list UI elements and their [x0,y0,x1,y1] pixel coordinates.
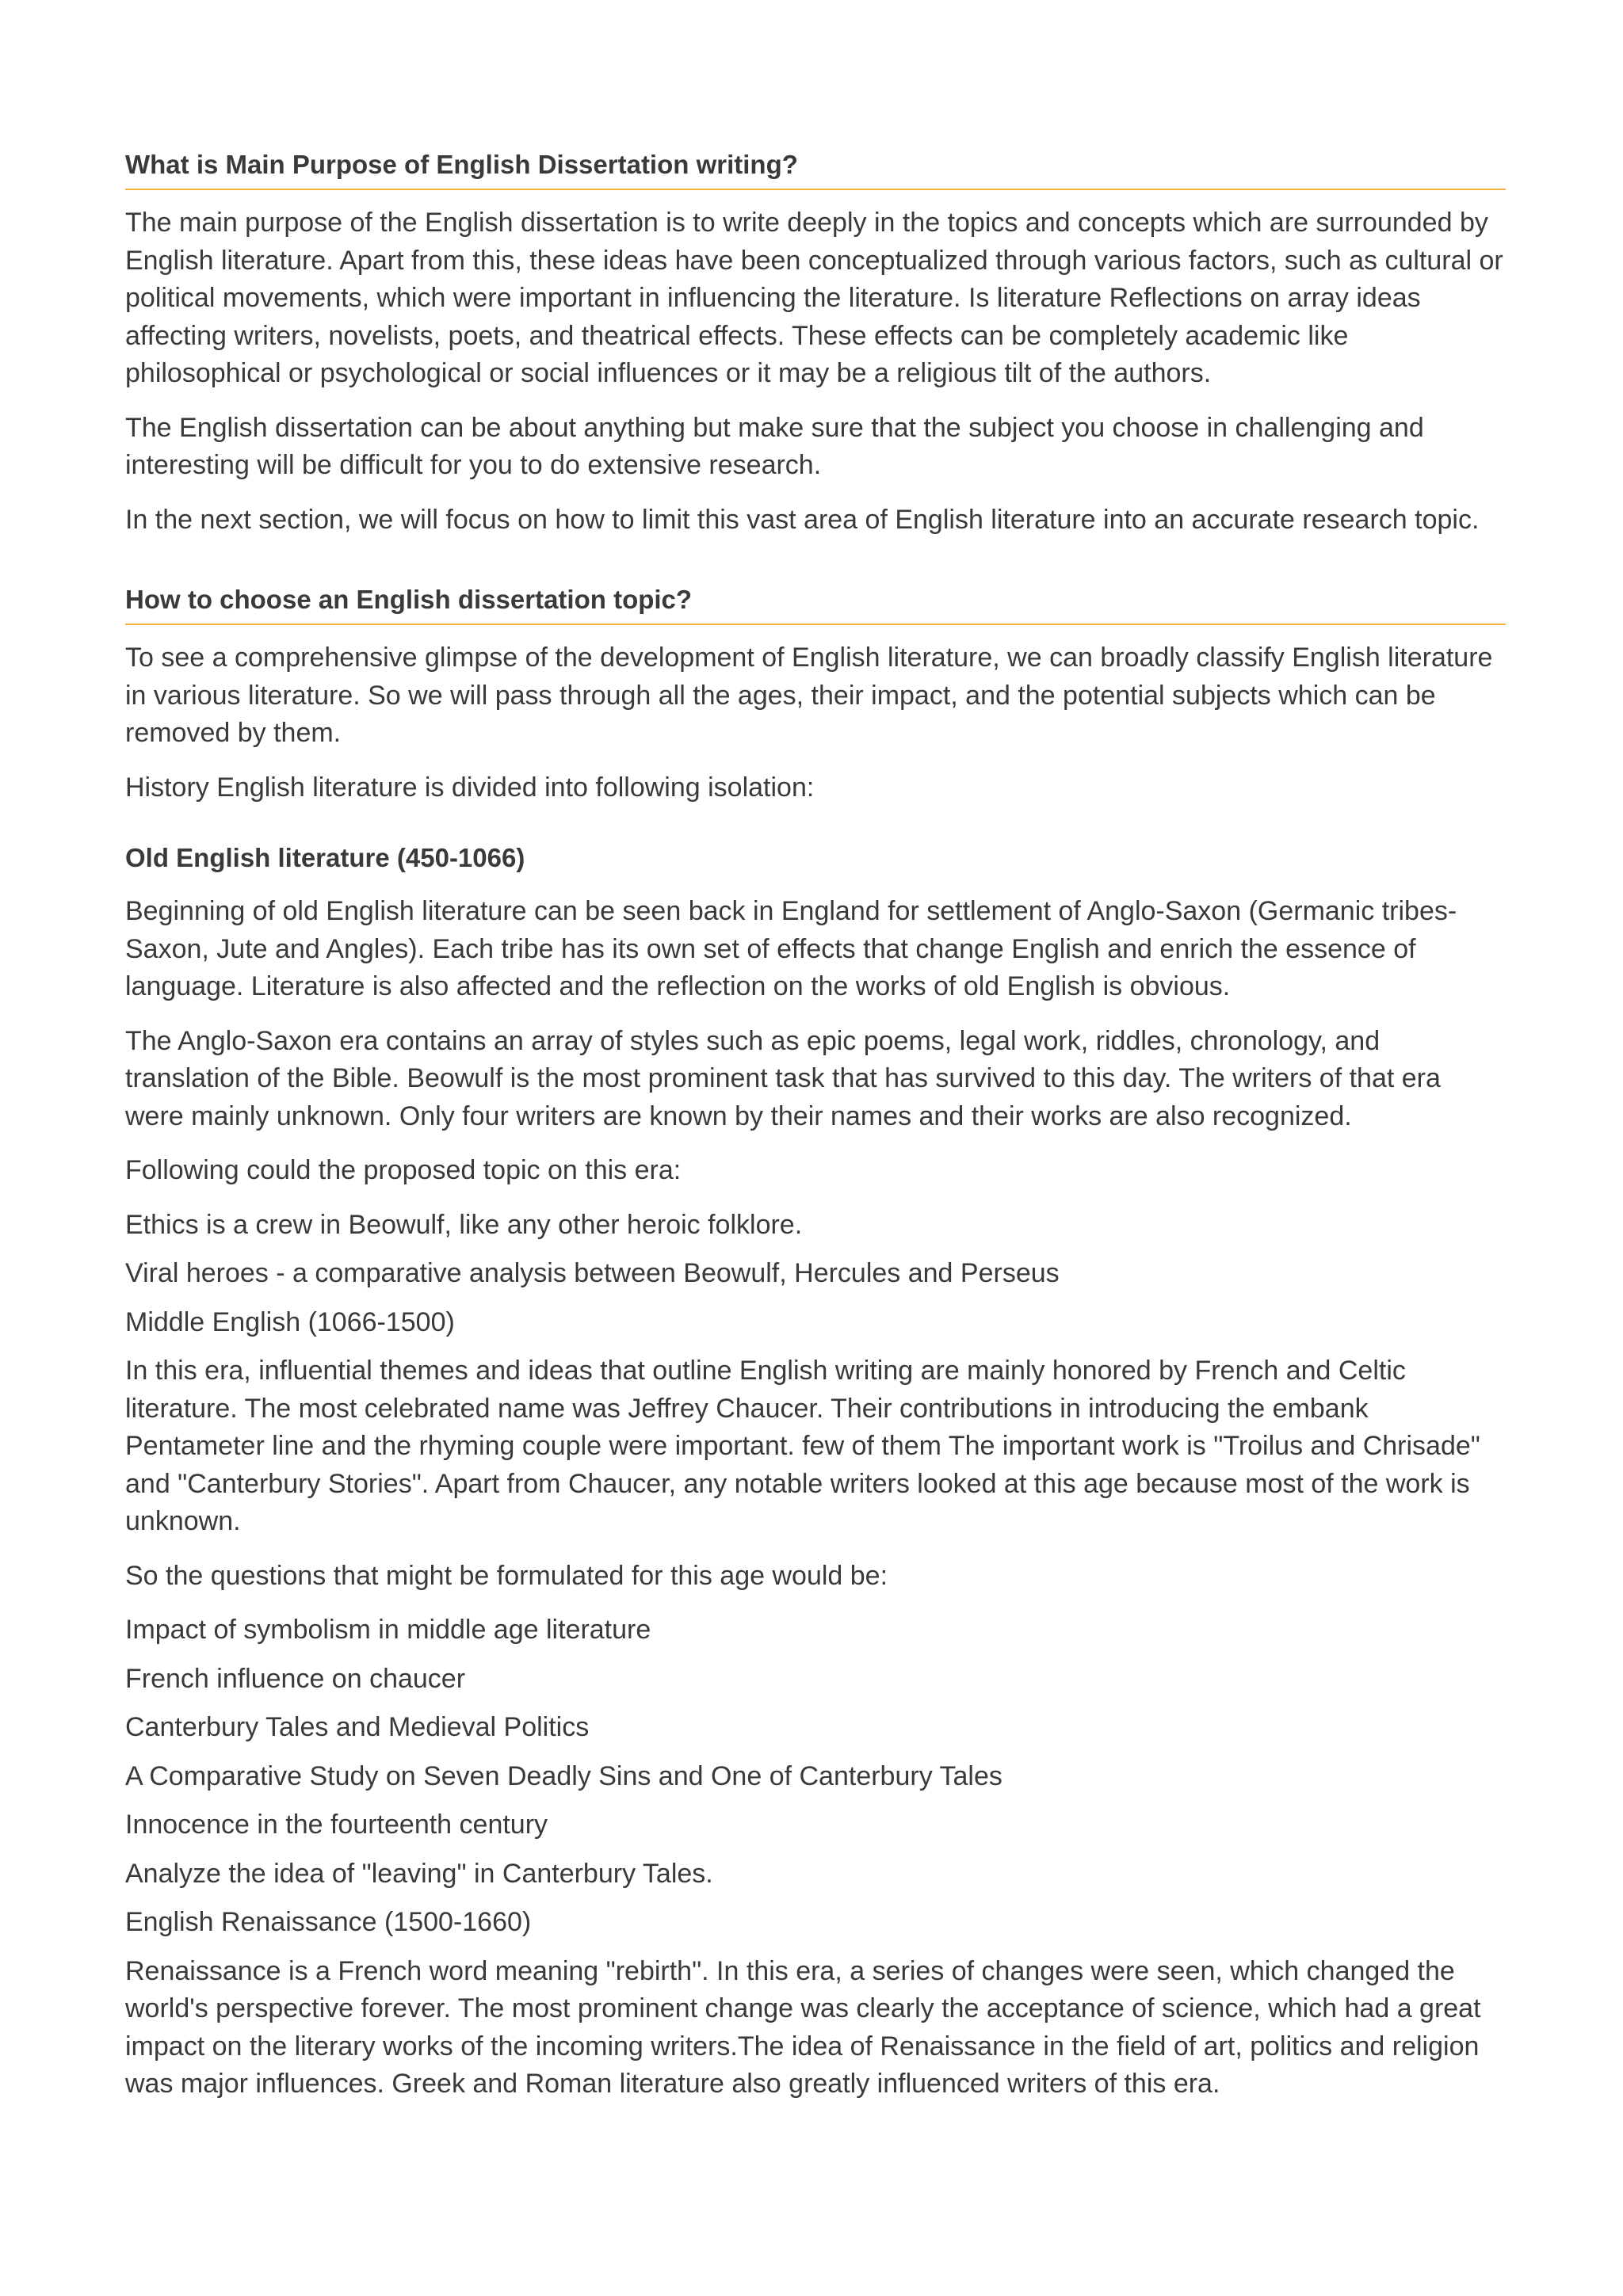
paragraph: Renaissance is a French word meaning "rebirth". In this era, a series of changes were seen, which changed the world's perspective forever. The most prominent change was clearly the acceptance of science, which had a great impact on the literary works of the incoming writers.The idea of Renaissance in the field of art, politics and religion was major influences. Greek and Roman literature also greatly influenced writers of this era. [125,1955,1481,2099]
paragraph: Following could the proposed topic on this era: [125,1155,682,1185]
topic-item: Canterbury Tales and Medieval Politics [125,1712,590,1742]
paragraph: In this era, influential themes and ideas that outline English writing are mainly honored by French and Celtic literature. The most celebrated name was Jeffrey Chaucer. Their contributions in introducing the embank Pentameter line and the rhyming couple were important. few of them The important work is "Troilus and Chrisade" and "Canterbury Stories". Apart from Chaucer, any notable writers looked at this age because most of the work is unknown. [125,1356,1480,1536]
topic-item: French influence on chaucer [125,1663,466,1694]
paragraph: Beginning of old English literature can be seen back in England for settlement of Anglo-Saxon (Germanic tribes-Saxon, Jute and Angles). Each tribe has its own set of effects that change English and enrich the essence of language. Literature is also affected and the reflection on the works of old English is obvious. [125,896,1457,1001]
section-heading-choose-topic: How to choose an English dissertation topic? [125,582,1506,625]
paragraph: The main purpose of the English dissertation is to write deeply in the topics and concepts which are surrounded by English literature. Apart from this, these ideas have been conceptualized through various factors, such as cultural or political movements, which were important in influencing the literature. Is literature Reflections on array ideas affecting writers, novelists, poets, and theatrical effects. These effects can be completely academic like philosophical or psychological or social influences or it may be a religious tilt of the authors. [125,208,1503,388]
topic-item: A Comparative Study on Seven Deadly Sins and One of Canterbury Tales [125,1760,1002,1791]
topic-item: Analyze the idea of "leaving" in Canterbury Tales. [125,1858,713,1889]
document-page [125,147,1506,2120]
topic-item: Viral heroes - a comparative analysis between Beowulf, Hercules and Perseus [125,1258,1060,1288]
paragraph: In the next section, we will focus on how to limit this vast area of English literature into an accurate research topic. [125,504,1480,535]
topic-item: Ethics is a crew in Beowulf, like any other heroic folklore. [125,1209,803,1240]
topic-item: English Renaissance (1500-1660) [125,1907,532,1937]
topic-item: Impact of symbolism in middle age literature [125,1615,651,1645]
paragraph: History English literature is divided into following isolation: [125,772,815,803]
paragraph: The English dissertation can be about anything but make sure that the subject you choose in challenging and interesting will be difficult for you to do extensive research. [125,412,1424,480]
paragraph: The Anglo-Saxon era contains an array of styles such as epic poems, legal work, riddles, chronology, and translation of the Bible. Beowulf is the most prominent task that has survived to this day. The writers of that era were mainly unknown. Only four writers are known by their names and their works are also recognized. [125,1025,1441,1131]
section-heading-purpose: What is Main Purpose of English Dissertation writing? [125,147,1506,190]
topic-item: Middle English (1066-1500) [125,1306,455,1337]
paragraph: To see a comprehensive glimpse of the development of English literature, we can broadly classify English literature in various literature. So we will pass through all the ages, their impact, and the potential subjects which can be removed by them. [125,643,1493,748]
topic-item: Innocence in the fourteenth century [125,1810,548,1840]
sub-heading-old-english: Old English literature (450-1066) [125,843,525,872]
paragraph: So the questions that might be formulated for this age would be: [125,1560,888,1591]
